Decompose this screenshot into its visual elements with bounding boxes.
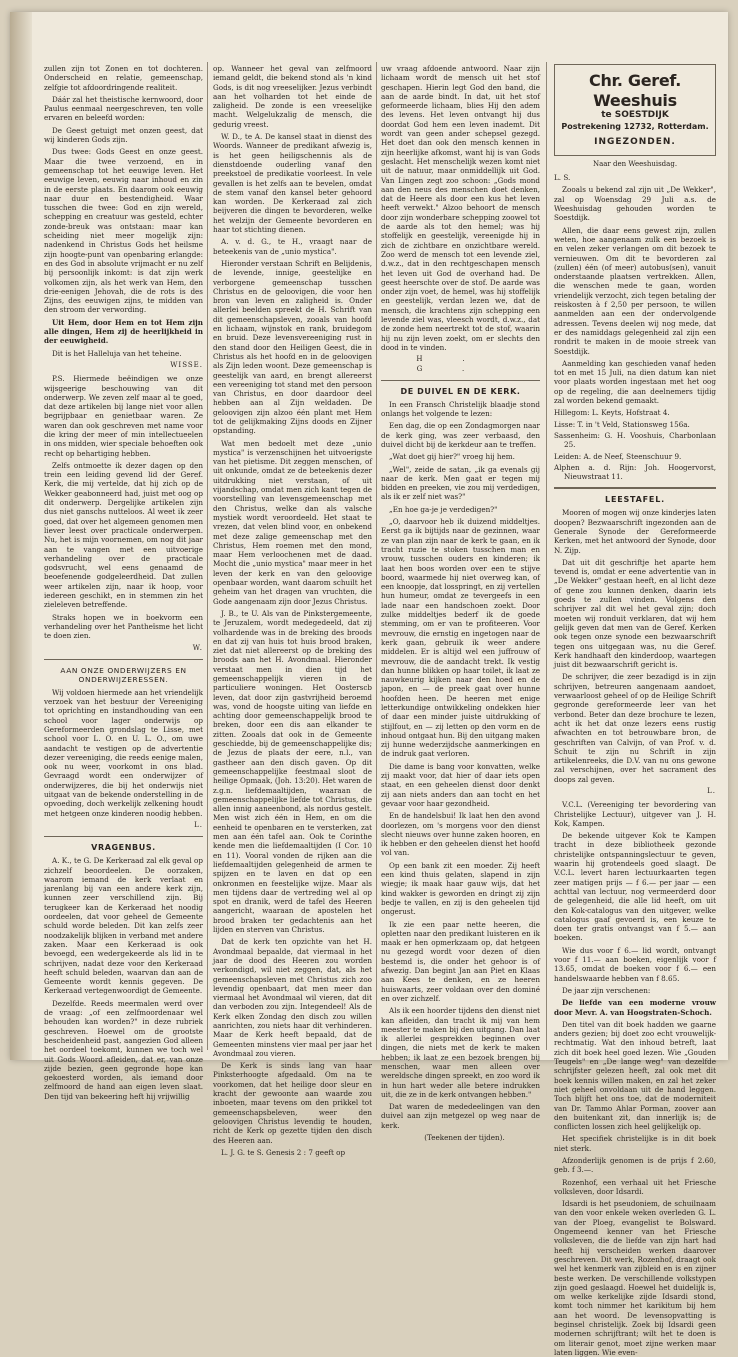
subheading: Naar den Weeshuisdag. [592,159,678,168]
paragraph: op. Wanneer het geval van zelfmoord iemand geldt, die bekend stond als 'n kind Gods, is dit nog vreeselijker. Jezus verbindt aan het volharden tot het einde de zaligheid. De zonde is een vreeselijke macht. Welgelukzalig de mensch, die gedurig vreest. [213,64,372,129]
article-heading: AAN ONZE ONDERWIJZERS EN ONDERWIJZERESSEN. [60,665,187,684]
source-credit: (Teekenen der tijden). [424,1133,505,1143]
address-entry: Sassenheim: G. H. Vooshuis, Charbonlaan 25. [554,430,716,450]
signature: L. [707,787,716,795]
address-entry: Alphen a. d. Rijn: Joh. Hoogervorst, Nieuwstraat 11. [554,462,716,482]
paragraph: Dat de kerk ten opzichte van het H. Avondmaal bepaalde, dat viermaal in het jaar de dood des Heeren zou worden verkondigd, wil niet zeggen, dat, als het gemeenschapsleven met Christus zich zoo levendig openbaart, dat men meer dan viermaal het Avondmaal wil vieren, dat dit dan verboden zou zijn. Integendeel! Als de Kerk elken Zondag den disch zou willen aanrichten, zou niets haar dit verhinderen. Maar de Kerk heeft bepaald, dat de Gemeenten minstens vier maal per jaar het Avondmaal zou vieren. [213,937,372,1058]
paragraph: De Geest getuigt met onzen geest, dat wij kinderen Gods zijn. [44,125,203,145]
divider [44,659,203,660]
paragraph: Dáár zal het theistische kernwoord, door Paulus eenmaal neergeschreven, ten volle ervaren en beleefd worden: [44,94,203,123]
column-rule [546,62,547,1050]
signature: WISSE. [170,360,203,369]
paragraph: Op een bank zit een moeder. Zij heeft een kind thuis gelaten, slapend in zijn wiegje; ik maak haar gauw wijs, dat het kind wakker is geworden en dringt zij zijn bedje te vallen, en zij is den geheelen tijd ongerust. [381,860,540,917]
paragraph: uw vraag afdoende antwoord. Naar zijn lichaam wordt de mensch uit het stof geschapen. Hierin legt God den band, die aan de aarde bindt. In dat, uit het stof geformeerde lichaam, blies Hij den adem des levens. Het leven ontvangt hij dus doordat God hem een leven inademt. Dit wordt van geen ander schepsel gezegd. Het doet dan ook den mensch kennen in zijn heerlijke afkomst, want hij is van Gods geslacht. Het menschelijk wezen komt niet uit de natuur, maar onmiddellijk uit God. Van Lingen zegt zoo schoon: „Gods mond aan den neus des menschen doet denken, dat de Heere als door een kus het leven heeft verwekt." Alzoo behoort de mensch door zijn wonderbare schepping zoowel tot de aarde als tot den hemel; was hij stoffelijk en geestelijk, vereenigde hij in zich de zichtbare en onzichtbare wereld. Zoo werd de mensch tot een levende ziel, d.w.z., dat in den rechtgeschapen mensch het leven uit God de overhand had. De geest heerschte over de stof. De aarde was onder zijn voet, de hemel, was hij stoffelijk en geestelijk, verdan lezen we, dat de mensch, die krachtens zijn schepping een levende ziel was, vleesch wordt, d.w.z., dat de zonde hem neertrekt tot de stof, waarin hij nu zijn leven zoekt, om er slechts den dood in te vinden. [381,64,540,352]
orphanage-location: te SOESTDIJK [601,110,669,120]
paragraph: En de handelsbui! Ik laat hen den avond doorlezen, om 's morgens voor den dienst slecht nieuws over hunne zaken hooren, en ik hebben er den geheelen dienst het hoofd vol van. [381,811,540,858]
paragraph: Hieronder verstaan Schrift en Belijdenis, de levende, innige, geestelijke en verborgene gemeenschap tusschen Christus en de geloovigen, die voor hen bron van leven en zaligheid is. Onder allerlei beelden spreekt de H. Schrift van dit gemeenschapsleven, zooals van hoofd en lichaam, wijnstok en rank, bruidegom en bruid. Deze levensvereeniging rust in den stand door den Heiligen Geest, die in Christus als het hoofd en in de geloovigen als Zijn leden woont. Deze gemeenschap is geestelijk van aard, en brengt allereerst een vereeniging tot stand met den persoon van Christus, en door daardoor deel hebben aan al Zijn weldaden. De geloovigen zijn alzoo één plant met Hem tot de gelijkmaking Zijns doods en Zijner opstanding. [213,258,372,436]
paragraph: Wie dus voor f 6.— lid wordt, ontvangt voor f 11.— aan boeken, eigenlijk voor f 13.65, omdat de boeken voor f 6.— een handelswaarde hebben van f 8.65. [554,945,716,983]
column-rule [376,62,377,1050]
paragraph: De liefde van een moderne vrouw door Mevr. A. van Hoogstraten-Schoch. [554,998,716,1017]
signature: W. [192,643,203,652]
paragraph: Dat waren de mededeelingen van den duivel aan zijn metgezel op weg naar de kerk. [381,1102,540,1130]
binding-spine [10,12,32,1060]
paragraph: Uit Hem, door Hem en tot Hem zijn alle dingen, Hem zij de heerlijkheid in der eeuwigheid. [44,317,203,346]
article-heading: DE DUIVEL EN DE KERK. [400,386,521,396]
paragraph: Rozenhof, een verhaal uit het Friesche volksleven, door Idsardi. [554,1177,716,1196]
paragraph: A. v. d. G., te H., vraagt naar de beteekenis van de „unio mystica". [213,237,372,256]
divider [381,380,540,381]
section-heading: INGEZONDEN. [594,136,676,147]
paragraph: Ik zie een paar nette heeren, die opletten naar den predikant luisteren en ik maak er hen opmerkzaam op, dat hetgeen nu gezegd wordt voor dezen of dien bestemd is, die onder het gehoor is of afwezig. Dan begint Jan aan Piet en Klaas aan Kees te denken, en ze heeren huiswaarts, zeer voldaan over den dominé en over zichzelf. [381,919,540,1003]
paragraph: P.S. Hiermede beëindigen we onze wijsgeerige beschouwing van dit onderwerp. We zeven zelf maar al te goed, dat deze artikelen bij lange niet voor allen begrijpbaar en genietbaar waren. Ze waren dan ook geschreven met name voor die kring der meer of min intellectueelen in ons midden, wier speciale behoeften ook recht op behartiging hebben. [44,374,203,458]
paragraph: L. S. [554,173,571,183]
signature: L. [194,820,203,829]
section-heading: LEESTAFEL. [605,495,665,505]
paragraph: V.C.L. (Vereeniging ter bevordering van Christelijke Lectuur), uitgever van J. H. Kok, Kampen. [554,800,716,828]
paragraph: Dus twee: Gods Geest en onze geest. Maar die twee verzoend, en in gemeenschap tot het eeuwige leven. Het eeuwige leven, eeuwig naar inhoud en zin in de eerste plaats. En daarom ook eeuwig naar duur en bestendigheid. Waar tusschen die twee: God en zijn wereld, schepping en creatuur was gesteld, echter zonde-breuk was ontstaan: maar kan scheiding niet meer mogelijk zijn: nadenkend in Christus Gods het heilsme zijn hoogte-punt van openbaring erlangde: en des God in absolute vrijmacht er nu zelf bij persoonlijk inkomt: is dat zijn werk volkomen zijn, als het werk van Hem, den drie-eenigen Jehovah, die de rots is des Zijns, des eeuwigen zijns, te midden van den stroom der verwording. [44,147,203,315]
paragraph: Dit is het Halleluja van het teheine. [52,348,182,358]
paragraph: Dezelfde. Reeds meermalen werd over de vraag: „of een zelfmoordenaar wel behouden kan worden?" in deze rubriek geschreven. Hoewel om de grootste bescheidenheid past, aangezien God alleen het oordeel toekomt, kunnen we toch wel uit Gods Woord afleiden, dat er, van onze zijde bezien, geen gegronde hope kan gekoesterd worden, als iemand door zelfmoord de hand aan eigen leven slaat. Den tijd van bekeering heft hij vrijwillig [44,998,203,1101]
column-4 [554,64,716,1357]
paragraph: Idsardi is het pseudoniem, de schuilnaam van den voor enkele weken overleden G. L. van der Ploeg, evangelist te Bolsward. Ongemeend kenner van het Friesche volksleven, die de liefde van zijn hart had heeft hij verscheiden werken daarover geschreven. Dit werk, Rozenhof, draagt ook wel het kenmerk van zijbleid en is en zijner beste werken. De verschillende volkstypen zijn goed geslaagd. Hoewel het duidelijk is, om welke kerkelijke zijde Idsardi stond, komt toch nimmer het karikitum bij hem aan het woord. De levensopvatting is beginsel christelijk. Zoek bij Idsardi geen modernen schrijftrant; wilt het te doen is om literair genot, moet zijne werken maar laten liggen. Wie even- [554,1199,716,1357]
address-entry: Lisse: T. in 't Veld, Stationsweg 156a. [554,419,690,429]
paragraph: De Kerk is sinds lang van haar Pinksterhoogte afgedaald. Om na te voorkomen, dat het heilige door sleur en kracht der gewoonte aan waarde zou inboeten, maar tevens om den prikkel tot gemeenschapsbeleven, weer den geloovigen Christus levendig te houden, richt de Kerk op gezette tijden den disch des Heeren aan. [213,1061,372,1145]
paragraph: Een dag, die op een Zondagmorgen naar de kerk ging, was zeer verbaasd, den duivel dicht bij de kerkdeur aan te treffen. [381,421,540,449]
paragraph: Dat uit dit geschriftje het aparte hem tevend is, omdat er eene advertentie van in „De Wekker" gestaan heeft, en al licht deze of gene zou kunnen denken, daarin iets goeds te zullen vinden. Volgens den schrijver zal dit wel het geval zijn; doch moeten wij ronduit verklaren, dat wij hem gelijk geven dat men van de Geref. Kerken ook tegen onze synode een bezwaarschrift tegen ons uitgegaan was, nu die Geref. Kerk handhaaft den kinderdoop, waartegen juist dit bezwaarschrift gericht is. [554,557,716,670]
address-entry: Leiden: A. de Neef, Steenschuur 9. [554,451,682,461]
paragraph: Den titel van dit boek hadden we gaarne anders gezien; bij doet zoo echt vrouwelijk-rechtmatig. Wat den inhoud betreft, laat zich dit boek heel goed lezen. Wie „Gouden Teugels" en „De lange weg" van dezelfde schrijfster gelezen heeft, zal ook met dit boek kennis willen maken, en zal het zeker niet geheel onvoldaan uit de hand leggen. Toch blijft het ons toe, dat de moderniteit van Dr. Tammo Ahlar Porman, zoover aan den buitenkant zit, dan innerlijk is; de conflicten lossen zich heel gelijkelijk op. [554,1019,716,1132]
paragraph: L. J. G. te S. Genesis 2 : 7 geeft op [221,1147,346,1157]
paragraph: Wij voldoen hiermede aan het vriendelijk verzoek van het bestuur der Vereeniging tot oprichting en instandhouding van een school voor lager onderwijs op Gereformeerden grondslag te Lisse, met school voor L. O. en U. L. O., om uwe aandacht te vestigen op de advertentie dezer vereeniging, die reeds eenige malen, ook nu weer, voorkomt in ons blad. Gevraagd wordt een onderwijzer of onderwijzeres, die bij het onderwijs niet uitgaat van de bekende onderstelling in de opvoeding, doch werkelijk zelkening houdt met hetgeen onze kinderen noodig hebben. [44,687,203,818]
column-rule [207,62,208,1050]
paragraph: zullen zijn tot Zonen en tot dochteren. Onderscheid en relatie, gemeenschap, zelfgie tot afdoordringende realiteit. [44,64,203,92]
paragraph: Het specifiek christelijke is in dit boek niet sterk. [554,1134,716,1153]
paragraph: Afzonderlijk genomen is de prijs f 2.60, geb. f 3.—. [554,1155,716,1175]
paragraph: „Wel", zeide de satan, „ik ga evenals gij naar de kerk. Men gaat er tegen mij bidden en preeken, vie zou mij verdedigen, als ik er zelf niet was?" [381,464,540,502]
paragraph: Straks hopen we in boekvorm een verhandeling over het Pantheïsme het licht te doen zien. [44,612,203,641]
orphanage-title: Chr. Geref. Weeshuis [589,71,681,110]
address-entry: Hillegom: L. Keyts, Hofstraat 4. [554,408,670,418]
paragraph: Allen, die daar eens gewest zijn, zullen weten, hoe aangenaam zulk een bezoek is en velen zeker verlangen om dit bezoek te vernieuwen. Om dit te bevorderen zal (zullen) één (of meer) autobus(sen), vanuit onderstaande plaatsen vertrekken. Allen, die wenschen mede te gaan, worden vriendelijk verzocht, zich tegen betaling der reiskosten à f 2,50 per persoon, te willen aanmelden aan een der ondervolgende adressen. Tevens deelen wij nog mede, dat er des namiddags gelegenheid zal zijn een rondrit te maken in de mooie streek van Soestdijk. [554,225,716,356]
paragraph: De bekende uitgever Kok te Kampen tracht in deze bibliotheek gezonde christelijke ontspanningslectuur te geven, waarin hij grotendeels goed slaagt. De V.C.L. levert haren lectuurkaarten tegen zeer matigen prijs — f 6.— per jaar — een achttal van lectuur, nog vermeerderd door de gelegenheid, die alle lid heeft, om uit den Kok-catalogus van den uitgever, welke catalogus gaaf gevoerd is, een keuze te doen ter gratis ontvangst van f 5.— aan boeken. [554,831,716,943]
paragraph: Die dame is bang voor konvatten, welke zij maakt voor, dat hier of daar iets open staat, en een geheelen dienst door denkt zij aan niets anders dan aan tocht en het gevaar voor haar gezondheid. [381,761,540,808]
paragraph: „Wat doet gij hier?" vroeg hij hem. [389,452,515,462]
orphanage-header [554,64,716,156]
divider [554,487,716,489]
article-heading: VRAGENBUS. [91,843,156,853]
paragraph: J. B., te U. Als van de Pinkstergemeente, te Jeruzalem, wordt medegedeeld, dat zij volhardende was in de breking des broods en dat zij van huis tot huis brood braken, ziet dat niet allereerst op de breking des broods aan het H. Avondmaal. Hieronder verstaat men in dien tijd het gemeenschappelijk vieren in de particuliere woningen. Het Oosterscb leven, dat door zijn gastvrijheid beroemd was, vond de hoogste uiting van liefde en achting door gemeenschappelijk brood te breken, door een dis aan elkander te zitten. Zooals dat ook in de Gemeente geschiedde, bij de gemeenschappelijke dis; de Jezus de plaats der eere, n.l., van gastheer aan den disch gaven. Op dit gemeenschappelijke feestmaal sloot de heilige Opmaak, (Joh. 13:20). Het waren de z.g.n. liefdemaaltijden, waaraan de gemeenschappelijke liefde tot Christus, die allen innig aaneenbond, als nordus gestelt. Men wist zich één in Hem, en om die eenheid te openbaren en te versterken, zat men aan één tafel aan. Ook te Corinthe kende men die liefdemaaltijden (I Cor. 10 en 11). Vooral vonden de rijken aan die liefdemaaltijden gelegenheid de armen te spijzen en te laven en dat op een onkronmen en feestelijke wijze. Maar als men tijdens daar de vertreding wel al op spot en dranik, werd de tafel des Heeren aangericht, waaraan de apostelen het brood braken ter gedachtenis aan het lijden en sterven van Christus. [213,608,372,935]
paragraph: Zelfs ontmoette ik dezer dagen op den trein een leiding gevend lid der Geref. Kerk, die mij vertelde, dat hij zich op de Wekker geabonneerd had, juist met oog op dit onderwerp. Dergelijke artikelen zijn dus niet ganschs nutteloos. Al weet ik zeer goed, dat over het algemeen genomen men liever leest over practicale onderwerpen. Nu, het is mijn voornemen, om nog dit jaar aan te vangen met een uitvoerige verhandeling over de practicale godsvrucht, wel eens genaamd de beoefenende godgeleerdheid. Dat zullen weer artikelen zijn, naar ik hoop, voor iedereen geschikt, en in stemmen zin het zieleleven betreffende. [44,460,203,610]
paragraph: Als ik een hoorder tijdens den dienst niet kan afleiden, dan tracht ik mij van hem meester te maken bij den uitgang. Dan laat ik allerlei gesprekken beginnen over dingen, die niets met de kerk te maken hebben; ik laat ze een bezoek brengen bij menschen, waar men alleen over wereldsche dingen spreekt, en zoo word ik in hun hart weder alle betere indrukken uit, die ze in de kerk ontvangen hebben." [381,1006,540,1099]
paragraph: W. D., te A. De kansel staat in dienst des Woords. Wanneer de predikant afwezig is, is het geen heiligschennis als de dienstdoende ouderling vanaf den preekstoel de predikatie voorleest. In vele gevallen is het zelfs aan te bevelen, omdat de stem vanaf den kansel beter gehoord kan worden. De Kerkeraad zal zich beijveren die dingen te bevorderen, welke het welzijn der Gemeente bevorderen en haar tot stichting dienen. [213,132,372,235]
column-3 [381,64,540,1143]
paragraph: A. K., te G. De Kerkeraad zal elk geval op zichzelf beoordeelen. De oorzaken, waarom iemand de kerk verlaat en jarenlang bij van een andere kerk zijn, kunnen zeer verschillend zijn. Bij terugkeer kan de Kerkeraad het noodig oordeelen, dat voor geheel de Gemeente schuld worde beleden. Dit kan zelfs zeer noodzakelijk blijken in verband met andere zaken. Maar een Kerkeraad is ook bevoegd, een wedergekeerde als lid in te schrijven, nadat deze voor den Kerkeraad heeft schuld beleden, waarvan dan aan de Gemeente wordt kennis gegeven. De Kerkeraad vertegenwoordigt de Gemeente. [44,856,203,996]
paragraph: In een Fransch Christelijk blaadje stond onlangs het volgende te lezen: [381,399,540,419]
paragraph: De jaar zijn verschenen: [562,985,651,995]
paragraph: Zooals u bekend zal zijn uit „De Wekker", zal op Woensdag 29 Juli a.s. de Weeshuisdag gehouden worden te Soestdijk. [554,185,716,223]
divider [44,836,203,837]
column-2 [213,64,372,1157]
paragraph: De schrijver, die zeer bezadigd is in zijn schrijven, betreuren aangenaam aandoet, verwaarloost geheel of op de Heilige Schrift gegronde gereformeerde leer van het verbond. Beter dan deze brochure te lezen, acht ik het dat onze lezers eens rustig afwachten en tot betrouwbare bron, de geschriften van Calvijn, of van Prof. v. d. Schuit te zijn nu Schrift in zijn artikelenreeks, die D.V. van nu ons gewone zal verschijnen, over het sacrament des doops zal geven. [554,672,716,784]
paragraph: Aanmelding kan geschieden vanaf heden tot en met 15 Juli, na dien datum kan niet voor plaats worden ingestaan met het oog op de regeling, die aan deelnemers tijdig zal worden bekend gemaakt. [554,358,716,406]
signature: H. G. [416,355,505,373]
paragraph: Mooren of mogen wij onze kinderjes laten doopen? Bezwaarschrift ingezonden aan de Generale Synode der Gereformeerde Kerken, met het antwoord der Synode, door N. Zijp. [554,508,716,555]
orphanage-postal-account: Postrekening 12732, Rotterdam. [561,122,709,132]
paragraph: Wat men bedoelt met deze „unio mystica" is verzenschijnen het uitvoerigste van het pietisme. Dit zeggen menschen, of uit onkunde, omdat ze de beteekenis dezer uitdrukking niet verstaan, of uit vijandschap, omdat men zich kant tegen de voorstelling van levensgemeenschap met den Christus, welke dan als valsche mystiek wordt veroordeeld. Het staat te vrezen, dat velen blind voor, en onbekend met deze zalige gemeenschap met den Christus, Hem roemen met den mond, maar Hem verloochenen met de daad. Mocht die „unio mystica" maar meer in het leven der kerk en van den geloovige openbaar worden, want daarom schuilt het geheim van het dragen van vruchten, die Gode aangenaam zijn door Jezus Christus. [213,438,372,606]
newspaper-page [10,12,728,1357]
column-1 [44,64,203,1101]
paragraph: „En hoe ga-je je verdedigen?" [389,504,498,514]
paragraph: „O, daarvoor heb ik duizend middeltjes. Eerst ga ik bijtijds naar de gezinnen, waar ze van plan zijn naar de kerk te gaan, en ik tracht ruzie te stoken tusschen man en vrouw, tusschen ouders en kinderen; ik laat hen boos worden over een te stijve boord, waarmede hij niet overweg kan, of een knoopje, dat losspringt, en zij vertellen hun humeur, omdat ze tevergeefs in een lade naar een handschoen zoekt. Door zulke middeltjes bederf ik de goede stemming, om er van te profiteeren. Voor mevrouw, die ernstig en ingetogen naar de kerk gaan, gebruik ik weer andere middelen. Er is altijd wel een juffrouw of mevrouw, die de aandacht trekt. Ik vestig dan hunne blikken op haar toilet, ik laat ze nauwkeurig kijken naar den hoed en de japon, en — de preek gaat over hunne hoofden heen. De heeren met enige letterkundige ontwikkeling ondekken hier of daar een minder juiste uitdrukking of stijlfout, en — zij letten op den vorm en de inhoud ontgaat hun. Bij den uitgang maken zij hunne wederzijdsche aanmerkingen en de indruk gaat verloren. [381,517,540,759]
